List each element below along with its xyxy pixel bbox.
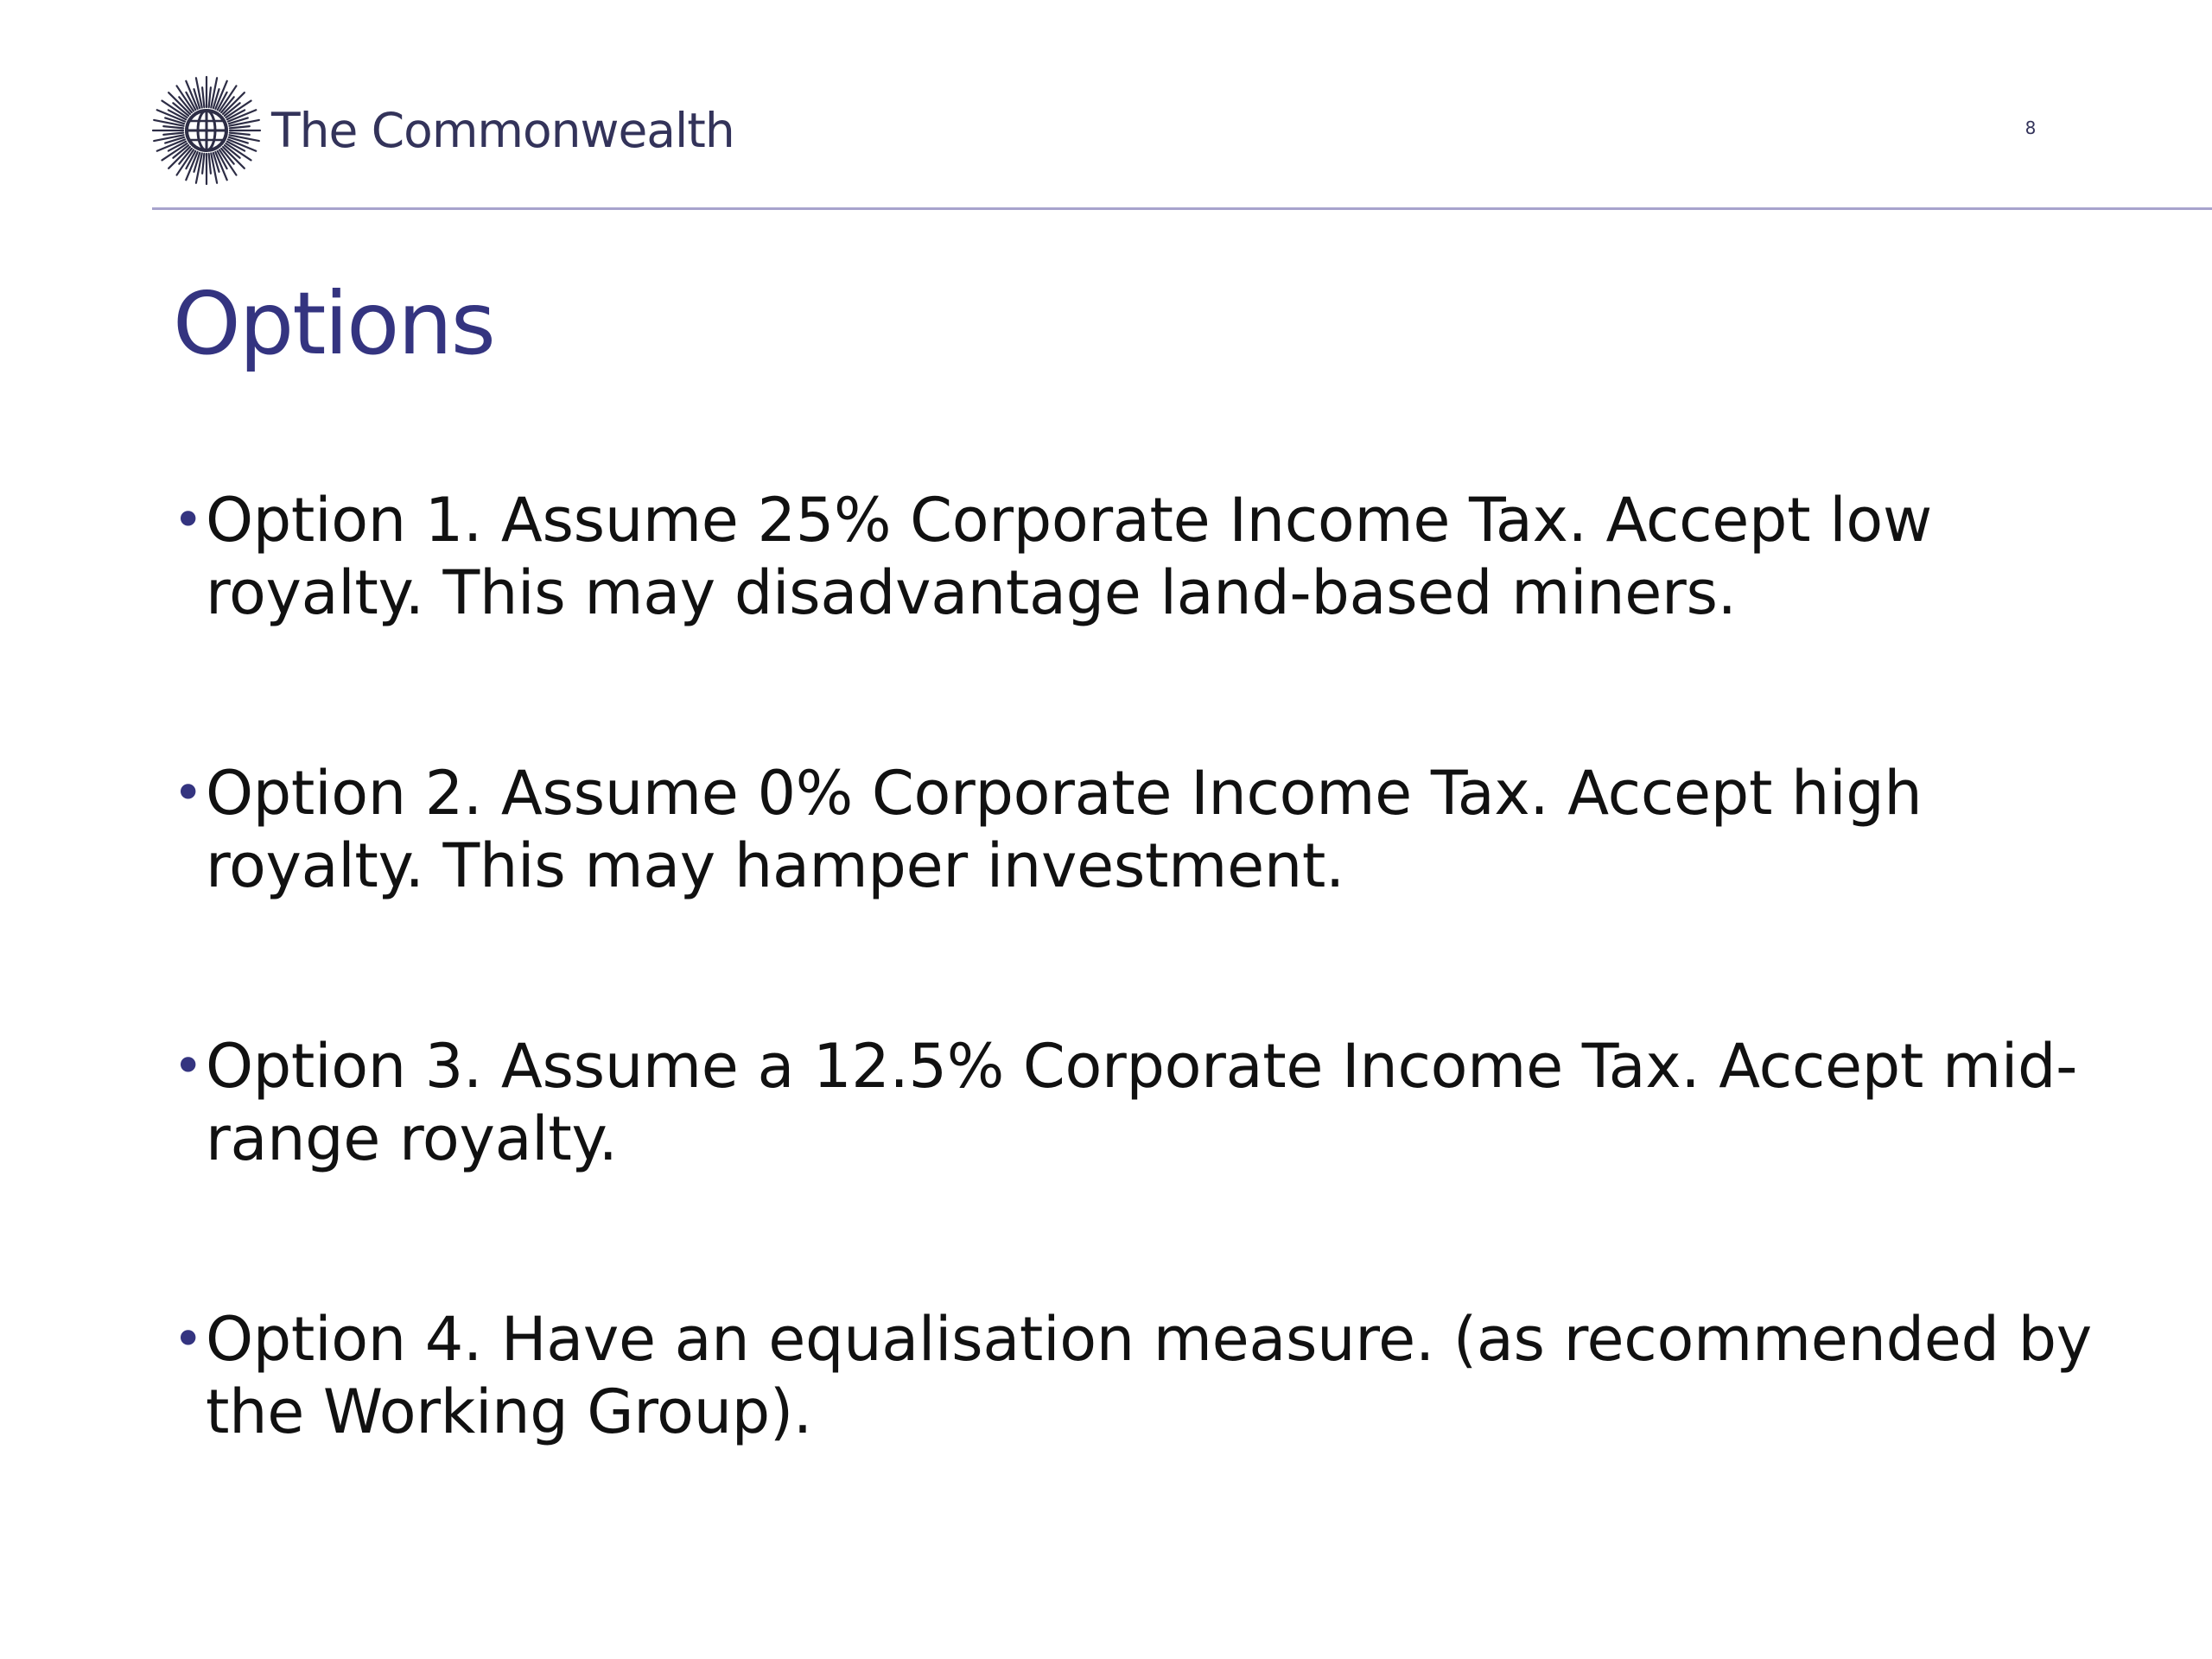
option-text: Option 1. Assume 25% Corporate Income Tax. Accept low royalty. This may disadvantage land-based miners. [206,485,1932,628]
option-item-4 [173,1303,2108,1448]
logo-text: The Commonwealth [271,103,734,158]
page-number: 8 [2024,118,2037,138]
bullet-icon: • [173,1036,204,1096]
commonwealth-globe-sunburst-icon [150,74,263,187]
option-text: Option 4. Have an equalisation measure. (as recommended by the Working Group). [206,1304,2092,1447]
commonwealth-logo [150,74,734,187]
option-text: Option 3. Assume a 12.5% Corporate Income Tax. Accept mid-range royalty. [206,1031,2078,1174]
header-divider [152,207,2212,210]
bullet-icon: • [173,1309,204,1370]
option-item-3 [173,1030,2108,1175]
option-item-2 [173,757,2108,902]
bullet-icon: • [173,763,204,823]
slide-header [0,0,2212,212]
option-text: Option 2. Assume 0% Corporate Income Tax. Accept high royalty. This may hamper investment. [206,758,1923,901]
slide-title: Options [173,273,494,374]
options-list [173,484,2108,1576]
option-item-1 [173,484,2108,629]
bullet-icon: • [173,490,204,550]
